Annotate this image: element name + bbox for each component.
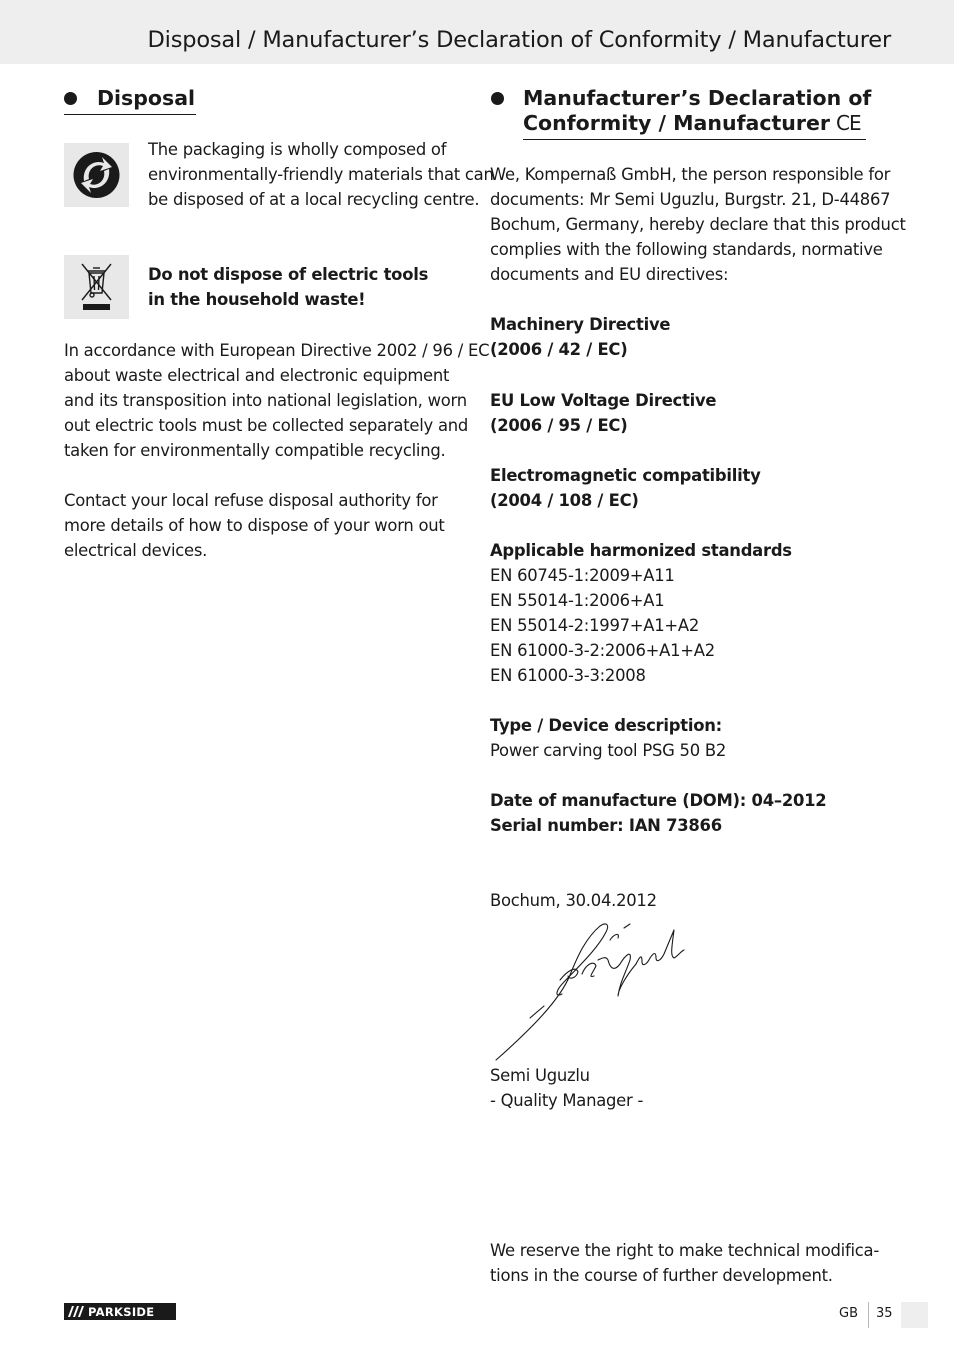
section-bullet xyxy=(64,92,77,105)
harmonized-standards: Applicable harmonized standards EN 60745-1:2009+A11 EN 55014-1:2006+A1 EN 55014-2:1997+A1+A2 EN 61000-3-2:2006+A1+A2 EN 61000-3-3:2008 xyxy=(490,538,792,688)
low-voltage-directive: EU Low Voltage Directive (2006 / 95 / EC) xyxy=(490,391,717,435)
heading-underline xyxy=(523,139,866,140)
standard-item: EN 55014-2:1997+A1+A2 xyxy=(490,616,700,635)
language-code: GB xyxy=(839,1306,858,1321)
standard-item: EN 55014-1:2006+A1 xyxy=(490,591,665,610)
standard-item: EN 61000-3-2:2006+A1+A2 xyxy=(490,641,715,660)
standard-item: EN 60745-1:2009+A11 xyxy=(490,566,675,585)
directive-text: In accordance with European Directive 2002 / 96 / EC about waste electrical and electronic equipment and its transposition into national legislation, worn out electric tools must be collected separately and taken for environmentally compatible recycling. xyxy=(64,341,490,460)
date-of-manufacture: Date of manufacture (DOM): 04–2012 xyxy=(490,791,827,810)
standard-item: EN 61000-3-3:2008 xyxy=(490,666,646,685)
signature xyxy=(490,920,700,1065)
heading-underline xyxy=(64,114,196,115)
weee-icon-box xyxy=(64,255,129,319)
emc-directive: Electromagnetic compatibility (2004 / 108 / EC) xyxy=(490,466,761,510)
household-waste-warning: Do not dispose of electric tools in the household waste! xyxy=(148,265,429,309)
parkside-logo xyxy=(64,1303,176,1320)
signer-role: - Quality Manager - xyxy=(490,1091,644,1110)
recycling-arrows-icon xyxy=(64,143,129,207)
machinery-directive: Machinery Directive (2006 / 42 / EC) xyxy=(490,315,671,359)
device-description: Type / Device description: Power carving tool PSG 50 B2 xyxy=(490,716,727,760)
serial-number: Serial number: IAN 73866 xyxy=(490,816,722,835)
reserve-note: We reserve the right to make technical modifica- tions in the course of further development. xyxy=(490,1241,879,1285)
packaging-text: The packaging is wholly composed of environmentally-friendly materials that can be disposed of at a local recycling centre. xyxy=(148,140,494,209)
page-title: Disposal / Manufacturer’s Declaration of Conformity / Manufacturer xyxy=(147,27,891,53)
place-date: Bochum, 30.04.2012 xyxy=(490,891,657,910)
disposal-heading: Disposal xyxy=(97,86,196,110)
section-bullet xyxy=(491,92,504,105)
declaration-intro: We, Kompernaß GmbH, the person responsible for documents: Mr Semi Uguzlu, Burgstr. 21, D-44867 Bochum, Germany, hereby declare that this product complies with the following standards, normative documents and EU directives: xyxy=(490,165,906,284)
signer xyxy=(490,1063,643,1113)
manufacture-info xyxy=(490,788,826,838)
svg-text:PARKSIDE: PARKSIDE xyxy=(88,1305,155,1319)
contact-text: Contact your local refuse disposal authority for more details of how to dispose of your worn out electrical devices. xyxy=(64,491,445,560)
page-number: 35 xyxy=(876,1306,893,1321)
page-tab-box xyxy=(901,1302,928,1328)
crossed-out-wheelie-bin-icon xyxy=(64,255,129,319)
recycle-icon-box xyxy=(64,143,129,207)
signer-name: Semi Uguzlu xyxy=(490,1066,590,1085)
footer-divider xyxy=(868,1302,869,1328)
declaration-heading: Manufacturer’s Declaration of Conformity / Manufacturer CE xyxy=(523,86,872,135)
ce-mark: CE xyxy=(836,111,861,135)
